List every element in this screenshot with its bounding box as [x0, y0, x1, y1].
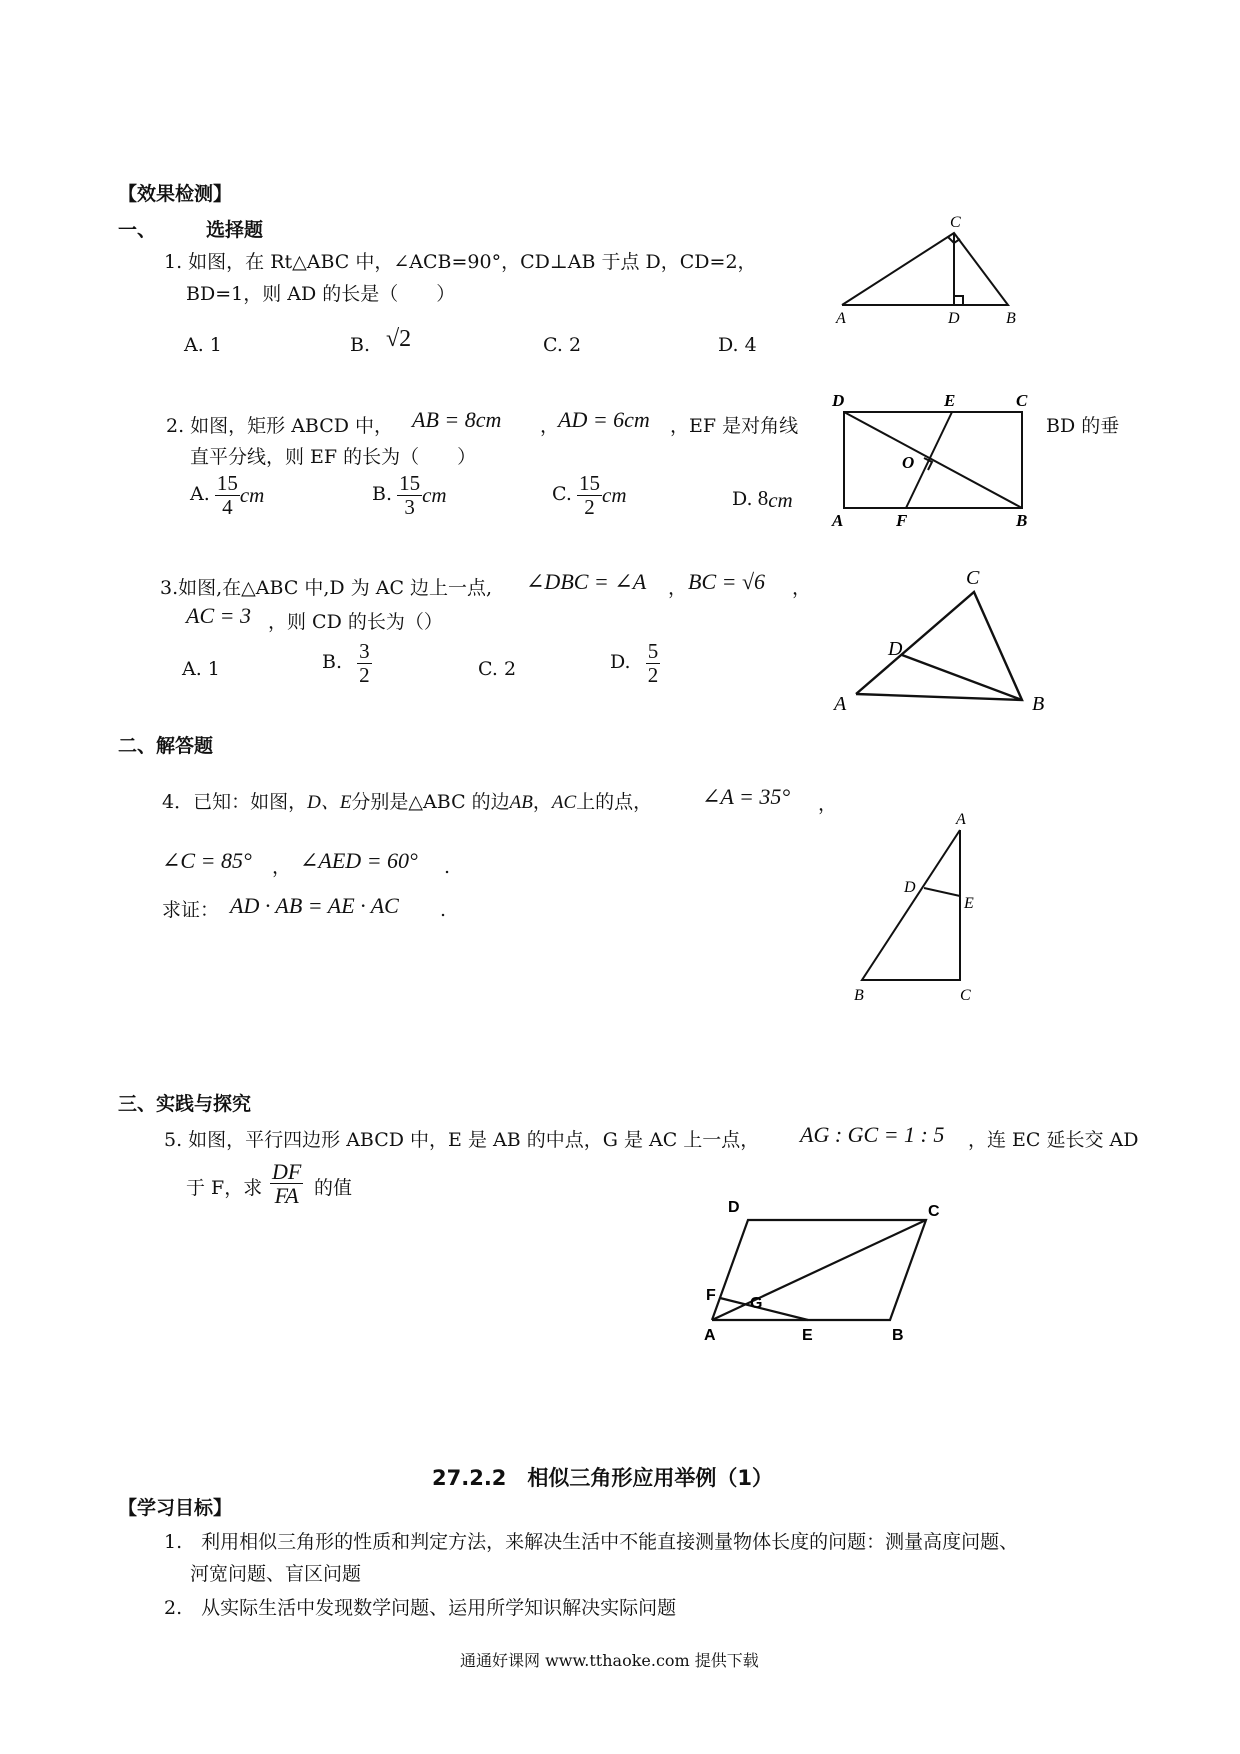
- q3-label-b: B: [1032, 693, 1045, 715]
- q2-option-d-unit: cm: [768, 488, 793, 512]
- q3-line2: ，则 CD 的长为（）: [268, 611, 443, 633]
- goals-heading: 【学习目标】: [118, 1497, 233, 1519]
- footer-text: 通通好课网 www.tthaoke.com 提供下载: [460, 1651, 759, 1670]
- q2-mid: ，EF 是对角线: [670, 415, 799, 437]
- q3-option-d: [610, 640, 660, 687]
- q5-end: ，连 EC 延长交 AD: [968, 1129, 1139, 1151]
- q5-label-f: F: [706, 1287, 716, 1304]
- q4-ac: AC: [551, 792, 577, 813]
- q2-sep: ，: [540, 415, 560, 437]
- q2-rectangle-figure: [826, 388, 1032, 528]
- q3-option-c: C. 2: [478, 658, 517, 680]
- q2-option-d-value: 8: [757, 486, 769, 510]
- q4-label-c: C: [960, 987, 971, 1004]
- q2-option-b-den: 3: [404, 495, 415, 519]
- q2-label-a: A: [832, 511, 844, 528]
- q2-option-a-den: 4: [222, 495, 233, 519]
- q1-option-c: C. 2: [543, 334, 582, 356]
- q3-option-d-label: D.: [610, 651, 631, 673]
- q3-end: ，: [792, 577, 812, 599]
- q1-label-b: B: [1006, 310, 1016, 325]
- q4-mid: 分别是△ABC 的边: [351, 791, 510, 813]
- q2-label-e: E: [944, 391, 956, 410]
- q3-cond-ac: AC = 3: [186, 603, 251, 628]
- q4-label-b: B: [854, 987, 864, 1004]
- q2-option-b-fraction: [397, 472, 422, 519]
- q2-label-d: D: [832, 391, 845, 410]
- q3-option-d-fraction: [646, 640, 661, 687]
- q5-parallelogram-figure: [696, 1196, 956, 1346]
- q3-option-b-label: B.: [322, 651, 343, 673]
- q3-option-b: [322, 640, 372, 687]
- q2-option-c-num: 15: [579, 471, 600, 495]
- q4-angle-c: ∠C = 85°: [162, 848, 252, 873]
- q1-triangle-figure: [830, 205, 1030, 325]
- q1-label-a: A: [836, 310, 846, 325]
- q1-label-c: C: [950, 214, 961, 231]
- q3-option-b-fraction: [357, 640, 372, 687]
- q3-triangle-figure: [826, 562, 1056, 722]
- q4-angle-aed: ∠AED = 60°: [300, 848, 418, 873]
- part3-title: 三、实践与探究: [118, 1093, 252, 1115]
- q3-option-d-den: 2: [647, 663, 659, 687]
- q3-label-d: D: [888, 638, 903, 660]
- q4-label-a: A: [956, 811, 966, 828]
- q5-label-a: A: [704, 1327, 716, 1344]
- q2-option-c-fraction: [577, 472, 602, 519]
- q4-comma: ，: [532, 791, 552, 813]
- q4-prove-label: 求证：: [162, 899, 220, 921]
- q2-option-a-fraction: [215, 472, 240, 519]
- q3-option-b-num: 3: [359, 639, 370, 663]
- q3-sep: ，: [668, 577, 688, 599]
- q5-label-b: B: [892, 1327, 904, 1344]
- q3-option-a: A. 1: [182, 658, 220, 680]
- q3-option-d-num: 5: [647, 639, 659, 663]
- q4-dot: .: [444, 856, 451, 878]
- q3-label-a: A: [834, 693, 847, 715]
- q5-label-d: D: [728, 1199, 740, 1216]
- goal1-line2: 河宽问题、盲区问题: [190, 1563, 362, 1585]
- q2-option-a-label: A.: [190, 483, 210, 505]
- q2-option-c-label: C.: [552, 483, 572, 505]
- q4-triangle-figure: [836, 808, 996, 1008]
- q4-end1: ，: [818, 793, 838, 815]
- q2-option-d: [732, 486, 793, 513]
- q4-prove: AD · AB = AE · AC: [230, 893, 399, 918]
- q1-label-d: D: [948, 310, 960, 325]
- lesson-title: 27.2.2 相似三角形应用举例（1）: [432, 1466, 774, 1490]
- q2-option-b: [372, 472, 447, 519]
- q5-fraction-inner: [270, 1160, 303, 1207]
- q2-option-a-unit: cm: [239, 483, 265, 507]
- q2-option-b-num: 15: [399, 471, 421, 495]
- q1-option-d: D. 4: [718, 334, 757, 356]
- goal1-line1: 1. 利用相似三角形的性质和判定方法，来解决生活中不能直接测量物体长度的问题：测量高度问题、: [164, 1531, 1019, 1553]
- q5-line2-prefix: 于 F，求: [186, 1177, 263, 1199]
- q2-option-a-num: 15: [216, 471, 238, 495]
- q2-cond-ad: AD = 6cm: [558, 407, 650, 432]
- q1-option-b-value: √2: [386, 326, 412, 352]
- q4-label-e: E: [964, 895, 974, 912]
- q4-angle-a: ∠A = 35°: [702, 784, 791, 809]
- q2-label-c: C: [1016, 391, 1028, 410]
- q2-option-a: [190, 472, 264, 519]
- part1-title: 选择题: [206, 219, 264, 241]
- q2-prefix: 2. 如图，矩形 ABCD 中，: [166, 415, 394, 437]
- q5-label-e: E: [802, 1327, 813, 1344]
- q2-option-d-label: D.: [732, 488, 753, 510]
- q2-option-c: [552, 472, 627, 519]
- q4-prefix: 4．已知：如图，: [162, 791, 308, 813]
- q5-prefix: 5. 如图，平行四边形 ABCD 中，E 是 AB 的中点，G 是 AC 上一点，: [164, 1129, 760, 1151]
- part2-title: 二、解答题: [118, 735, 214, 757]
- q1-line1: 1. 如图，在 Rt△ABC 中，∠ACB=90°，CD⊥AB 于点 D，CD=2，: [164, 251, 757, 273]
- q4-prove-end: .: [440, 899, 447, 921]
- part1-number: 一、: [118, 219, 157, 241]
- q1-option-b-label: B.: [350, 334, 371, 356]
- q2-cond-ab: AB = 8cm: [412, 407, 502, 432]
- section-heading-effect: 【效果检测】: [118, 183, 233, 205]
- q3-prefix: 3.如图,在△ABC 中,D 为 AC 边上一点,: [160, 577, 493, 599]
- q4-on: 上的点，: [576, 791, 653, 813]
- q4-sep: ，: [272, 856, 292, 878]
- q1-option-a: A. 1: [184, 334, 222, 356]
- q2-right-text: BD 的垂: [1046, 415, 1120, 437]
- q2-label-f: F: [896, 511, 908, 528]
- q2-option-c-den: 2: [584, 495, 595, 519]
- q2-label-b: B: [1016, 511, 1028, 528]
- q2-label-o: O: [902, 453, 915, 472]
- q4-line1: [162, 790, 652, 815]
- q5-fraction: [270, 1160, 303, 1207]
- q2-option-b-label: B.: [372, 483, 393, 505]
- q5-ratio: AG : GC = 1 : 5: [800, 1122, 945, 1147]
- q5-num: DF: [272, 1159, 302, 1184]
- q4-ab: AB: [509, 792, 533, 813]
- q5-label-g: G: [750, 1295, 763, 1312]
- q3-label-c: C: [966, 567, 980, 589]
- q3-cond-bc: BC = √6: [688, 569, 766, 594]
- q1-line2: BD=1，则 AD 的长是（ ）: [186, 283, 456, 305]
- goal2: 2. 从实际生活中发现数学问题、运用所学知识解决实际问题: [164, 1597, 677, 1619]
- q3-option-b-den: 2: [359, 663, 370, 687]
- q2-line2: 直平分线，则 EF 的长为（ ）: [190, 446, 477, 468]
- q5-den: FA: [274, 1183, 299, 1208]
- q3-cond-angle: ∠DBC = ∠A: [526, 569, 647, 594]
- q2-option-c-unit: cm: [602, 483, 627, 507]
- q5-line2-end: 的值: [314, 1177, 353, 1199]
- q4-de: D、E: [307, 792, 352, 813]
- q2-option-b-unit: cm: [422, 483, 447, 507]
- q5-label-c: C: [928, 1203, 940, 1220]
- q4-label-d: D: [904, 879, 916, 896]
